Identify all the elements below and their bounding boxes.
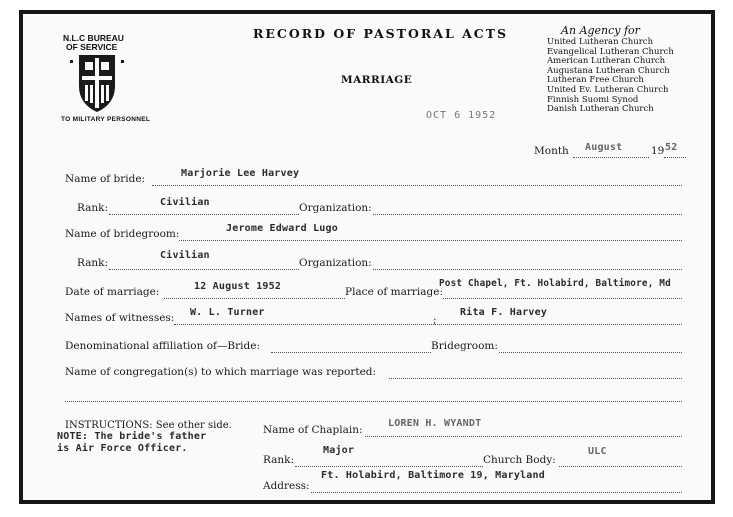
groom-value: Jerome Edward Lugo — [226, 223, 338, 234]
agency-item: Lutheran Free Church — [547, 75, 644, 86]
nlc-logo — [41, 28, 151, 128]
groom-rank-value: Civilian — [160, 250, 210, 261]
bride-value: Marjorie Lee Harvey — [181, 168, 300, 179]
date-received-stamp: OCT 6 1952 — [426, 110, 497, 121]
denomination-label: Denominational affiliation of—Bride: — [65, 340, 260, 352]
chaplain-value: LOREN H. WYANDT — [388, 418, 482, 429]
chaplain-label: Name of Chaplain: — [263, 424, 363, 436]
note-line-2: is Air Force Officer. — [57, 443, 188, 454]
bride-rank-value: Civilian — [160, 197, 210, 208]
place-label: Place of marriage: — [345, 286, 444, 298]
agency-item: Finnish Suomi Synod — [547, 94, 639, 105]
church-body-label: Church Body: — [483, 454, 556, 466]
denomination-groom-label: Bridegroom: — [431, 340, 498, 352]
chaplain-rank-label: Rank: — [263, 454, 295, 466]
note-line-1: NOTE: The bride's father — [57, 431, 207, 442]
address-value: Ft. Holabird, Baltimore 19, Maryland — [321, 470, 545, 481]
date-label: Date of marriage: — [65, 286, 160, 298]
agency-item: American Lutheran Church — [547, 56, 666, 67]
bride-rank-label: Rank: — [77, 202, 109, 214]
agency-item: Evangelical Lutheran Church — [547, 46, 674, 57]
witnesses-label: Names of witnesses: — [65, 312, 175, 324]
date-value: 12 August 1952 — [194, 281, 282, 292]
church-body-value: ULC — [588, 446, 607, 457]
groom-org-label: Organization: — [299, 257, 372, 269]
logo-line2: OF SERVICE — [66, 42, 118, 52]
congregation-label: Name of congregation(s) to which marriage was reported: — [65, 366, 377, 378]
agency-item: Danish Lutheran Church — [547, 104, 654, 115]
witness-1-value: W. L. Turner — [190, 307, 265, 318]
agency-list — [547, 38, 674, 115]
year-prefix: 19 — [651, 145, 665, 157]
shield-emblem-icon — [41, 28, 131, 123]
logo-ring-text: TO MILITARY PERSONNEL — [61, 116, 151, 123]
logo-line1: N.L.C BUREAU — [63, 33, 124, 43]
witness-2-value: Rita F. Harvey — [460, 307, 548, 318]
month-label: Month — [534, 145, 569, 157]
groom-label: Name of bridegroom: — [65, 228, 180, 240]
agency-item: United Ev. Lutheran Church — [547, 84, 669, 95]
agency-heading: An Agency for — [561, 24, 640, 37]
bride-org-label: Organization: — [299, 202, 372, 214]
pastoral-record-card — [19, 10, 715, 504]
agency-item: Augustana Lutheran Church — [547, 65, 670, 76]
witness-separator: ; — [433, 314, 437, 326]
month-value: August — [585, 142, 623, 153]
year-value: 52 — [665, 142, 678, 153]
instructions-text: INSTRUCTIONS: See other side. — [65, 420, 232, 431]
groom-rank-label: Rank: — [77, 257, 109, 269]
form-title: RECORD OF PASTORAL ACTS — [253, 26, 509, 41]
address-label: Address: — [263, 480, 310, 492]
form-subtitle: MARRIAGE — [341, 74, 413, 86]
place-value: Post Chapel, Ft. Holabird, Baltimore, Md — [439, 278, 671, 289]
agency-item: United Lutheran Church — [547, 37, 654, 47]
chaplain-rank-value: Major — [323, 445, 355, 456]
bride-label: Name of bride: — [65, 173, 146, 185]
